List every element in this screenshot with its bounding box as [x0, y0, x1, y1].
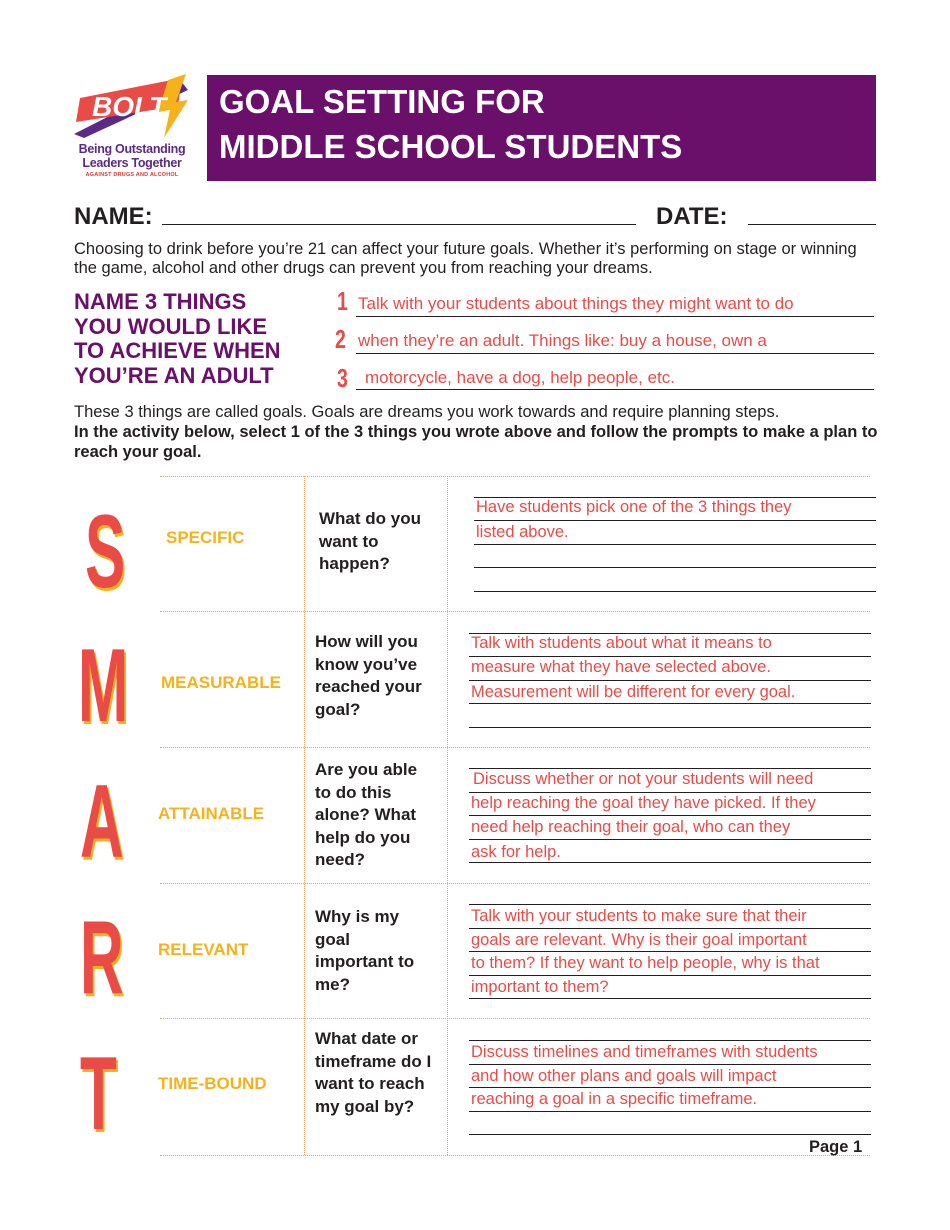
item-answer-1: Talk with your students about things they might want to do — [358, 294, 794, 313]
date-label: DATE: — [656, 203, 728, 230]
title-line-2: MIDDLE SCHOOL STUDENTS — [219, 128, 683, 165]
table-border — [304, 476, 305, 1155]
answer-text-line: goals are relevant. Why is their goal important — [471, 930, 807, 949]
answer-text-line: reaching a goal in a specific timeframe. — [471, 1090, 758, 1108]
goals-normal-text: These 3 things are called goals. Goals are dreams you work towards and require planning steps. — [74, 403, 780, 421]
achieve-heading — [74, 290, 344, 388]
logo-brand-text: BOLT — [92, 91, 167, 122]
answer-text-line: help reaching the goal they have picked. If they — [471, 794, 816, 813]
table-border — [160, 1018, 870, 1019]
smart-word-time-bound: TIME-BOUND — [158, 1074, 267, 1093]
answer-text-line: ask for help. — [471, 842, 561, 861]
page-number: Page 1 — [809, 1138, 863, 1156]
intro-paragraph: Choosing to drink before you’re 21 can affect your future goals. Whether it’s performing on stage or winning the game, alcohol and other drugs can prevent you from reaching your dreams. — [74, 240, 857, 277]
answer-line[interactable] — [474, 567, 876, 568]
achieve-heading-line: TO ACHIEVE WHEN — [74, 338, 281, 363]
smart-question-specific: What do you want to happen? — [319, 509, 421, 573]
smart-answer-specific — [476, 495, 876, 544]
bolt-logo — [70, 72, 194, 182]
answer-text-line: Talk with your students to make sure that their — [471, 907, 807, 925]
smart-question-measurable: How will you know you’ve reached your goal? — [315, 632, 422, 719]
smart-question-relevant: Why is my goal important to me? — [315, 907, 415, 994]
answer-line[interactable] — [469, 1134, 871, 1135]
smart-word-relevant: RELEVANT — [158, 940, 249, 959]
smart-letter-a: A — [80, 764, 124, 880]
answer-text-line: Have students pick one of the 3 things they — [476, 498, 792, 516]
table-border — [160, 611, 870, 612]
table-border — [160, 747, 870, 748]
table-border — [447, 476, 448, 1155]
answer-text-line: Talk with students about what it means to — [471, 634, 772, 652]
item-line-1[interactable] — [356, 316, 874, 317]
answer-text-line: measure what they have selected above. — [471, 658, 771, 677]
item-line-3[interactable] — [356, 389, 874, 390]
smart-word-attainable: ATTAINABLE — [158, 804, 265, 823]
item-number-2: 2 — [335, 324, 346, 354]
answer-text-line: and how other plans and goals will impact — [471, 1066, 777, 1085]
smart-question-time-bound: What date or timeframe do I want to reach my goal by? — [315, 1029, 432, 1116]
smart-answer-time-bound — [471, 1041, 873, 1112]
title-line-1: GOAL SETTING FOR — [219, 83, 545, 120]
logo-tagline-2: Leaders Together — [82, 156, 182, 170]
answer-text-line: Discuss whether or not your students will need — [473, 770, 814, 788]
bolt-logo-icon — [70, 72, 194, 142]
smart-letter-m: M — [78, 628, 129, 744]
item-line-2[interactable] — [356, 353, 874, 354]
achieve-heading-line: NAME 3 THINGS — [74, 289, 247, 314]
table-border — [160, 476, 870, 477]
answer-text-line: listed above. — [476, 522, 569, 541]
table-border — [160, 1155, 870, 1156]
goals-bold-text: In the activity below, select 1 of the 3 things you wrote above and follow the prompts to make a plan to reach your goal. — [74, 423, 878, 461]
smart-answer-attainable — [471, 767, 873, 864]
logo-subtag: AGAINST DRUGS AND ALCOHOL — [85, 172, 179, 178]
smart-letter-s: S — [85, 494, 126, 610]
answer-text-line: need help reaching their goal, who can they — [471, 818, 791, 837]
name-label: NAME: — [74, 203, 153, 230]
smart-letter-t: T — [80, 1036, 117, 1152]
name-field[interactable] — [162, 224, 636, 225]
smart-answer-measurable — [471, 631, 873, 704]
goals-paragraph — [74, 402, 884, 462]
table-border — [160, 883, 870, 884]
smart-letter-r: R — [80, 900, 124, 1016]
answer-text-line: Measurement will be different for every goal. — [471, 682, 796, 701]
item-answer-3: motorcycle, have a dog, help people, etc. — [365, 368, 675, 387]
answer-line[interactable] — [474, 591, 876, 592]
item-answer-2: when they’re an adult. Things like: buy a house, own a — [358, 331, 767, 350]
answer-text-line: important to them? — [471, 977, 609, 996]
answer-line[interactable] — [474, 544, 876, 545]
answer-text-line: Discuss timelines and timeframes with students — [471, 1043, 818, 1061]
answer-text-line: to them? If they want to help people, why is that — [471, 954, 820, 973]
logo-tagline-1: Being Outstanding — [78, 142, 186, 156]
item-number-3: 3 — [337, 363, 348, 393]
smart-answer-relevant — [471, 905, 873, 999]
smart-word-measurable: MEASURABLE — [161, 673, 281, 692]
achieve-heading-line: YOU WOULD LIKE — [74, 313, 268, 339]
title-banner — [207, 75, 876, 181]
smart-word-specific: SPECIFIC — [166, 528, 245, 547]
date-field[interactable] — [748, 224, 876, 225]
smart-question-attainable: Are you able to do this alone? What help do you need? — [315, 760, 418, 869]
achieve-heading-line: YOU’RE AN ADULT — [74, 362, 274, 388]
item-number-1: 1 — [337, 286, 348, 316]
answer-line[interactable] — [469, 727, 871, 728]
